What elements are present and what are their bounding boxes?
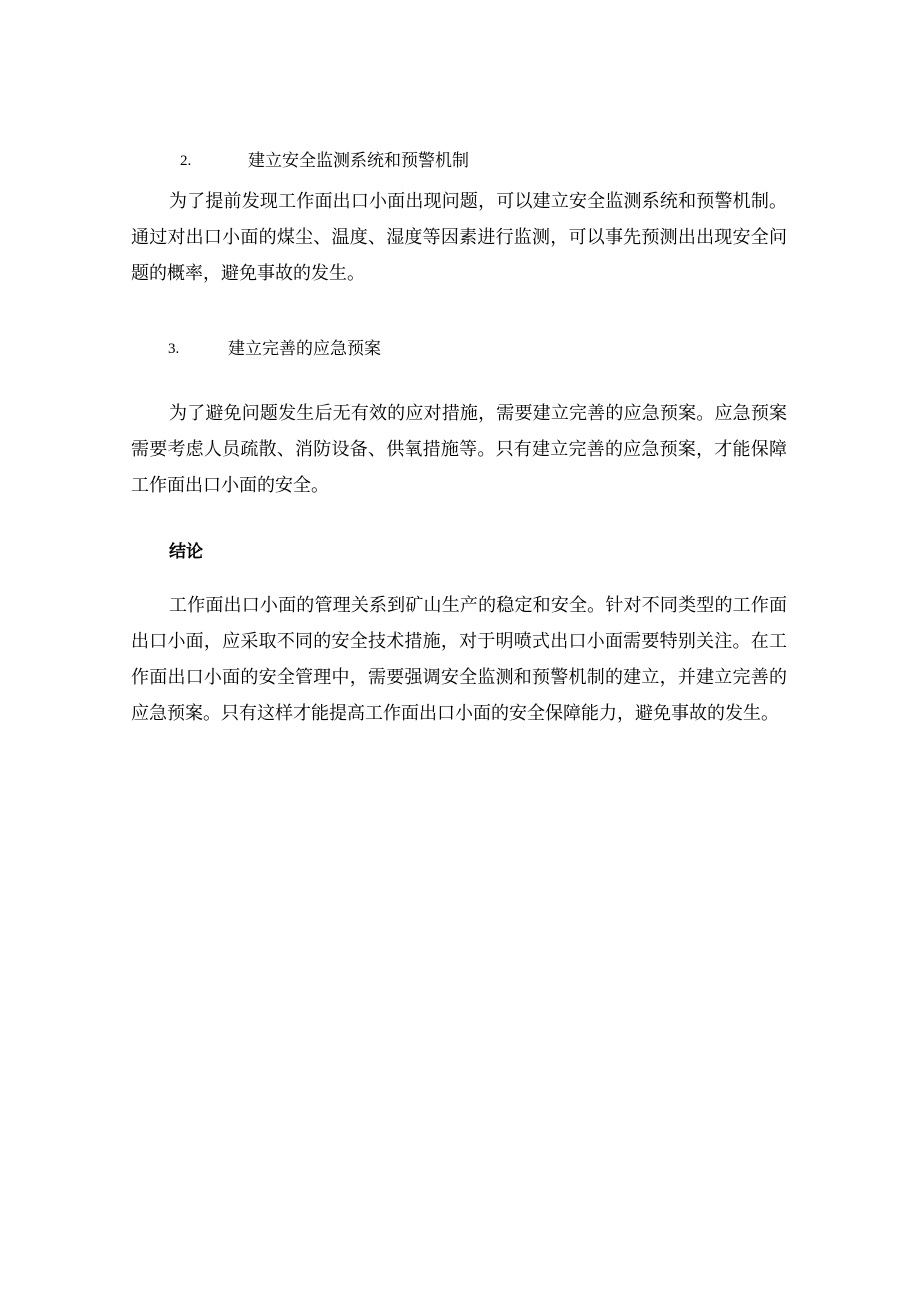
- section-2-title: 建立安全监测系统和预警机制: [248, 151, 469, 171]
- section-2-paragraph: 为了提前发现工作面出口小面出现问题，可以建立安全监测系统和预警机制。通过对出口小面的煤尘、温度、湿度等因素进行监测，可以事先预测出出现安全问题的概率，避免事故的发生。: [131, 191, 787, 284]
- conclusion-paragraph: 工作面出口小面的管理关系到矿山生产的稳定和安全。针对不同类型的工作面出口小面，应采取不同的安全技术措施，对于明喷式出口小面需要特别关注。在工作面出口小面的安全管理中，需要强调安全监测和预警机制的建立，并建立完善的应急预案。只有这样才能提高工作面出口小面的安全保障能力，避免事故的发生。: [131, 595, 787, 724]
- conclusion-heading: 结论: [169, 542, 203, 562]
- section-2-heading: [180, 150, 580, 172]
- section-2-number: 2.: [180, 153, 192, 169]
- section-3-paragraph: 为了避免问题发生后无有效的应对措施，需要建立完善的应急预案。应急预案需要考虑人员疏散、消防设备、供氧措施等。只有建立完善的应急预案，才能保障工作面出口小面的安全。: [131, 403, 787, 496]
- section-3-heading: [168, 338, 568, 360]
- section-3-number: 3.: [168, 341, 180, 357]
- section-3-title: 建立完善的应急预案: [228, 339, 381, 359]
